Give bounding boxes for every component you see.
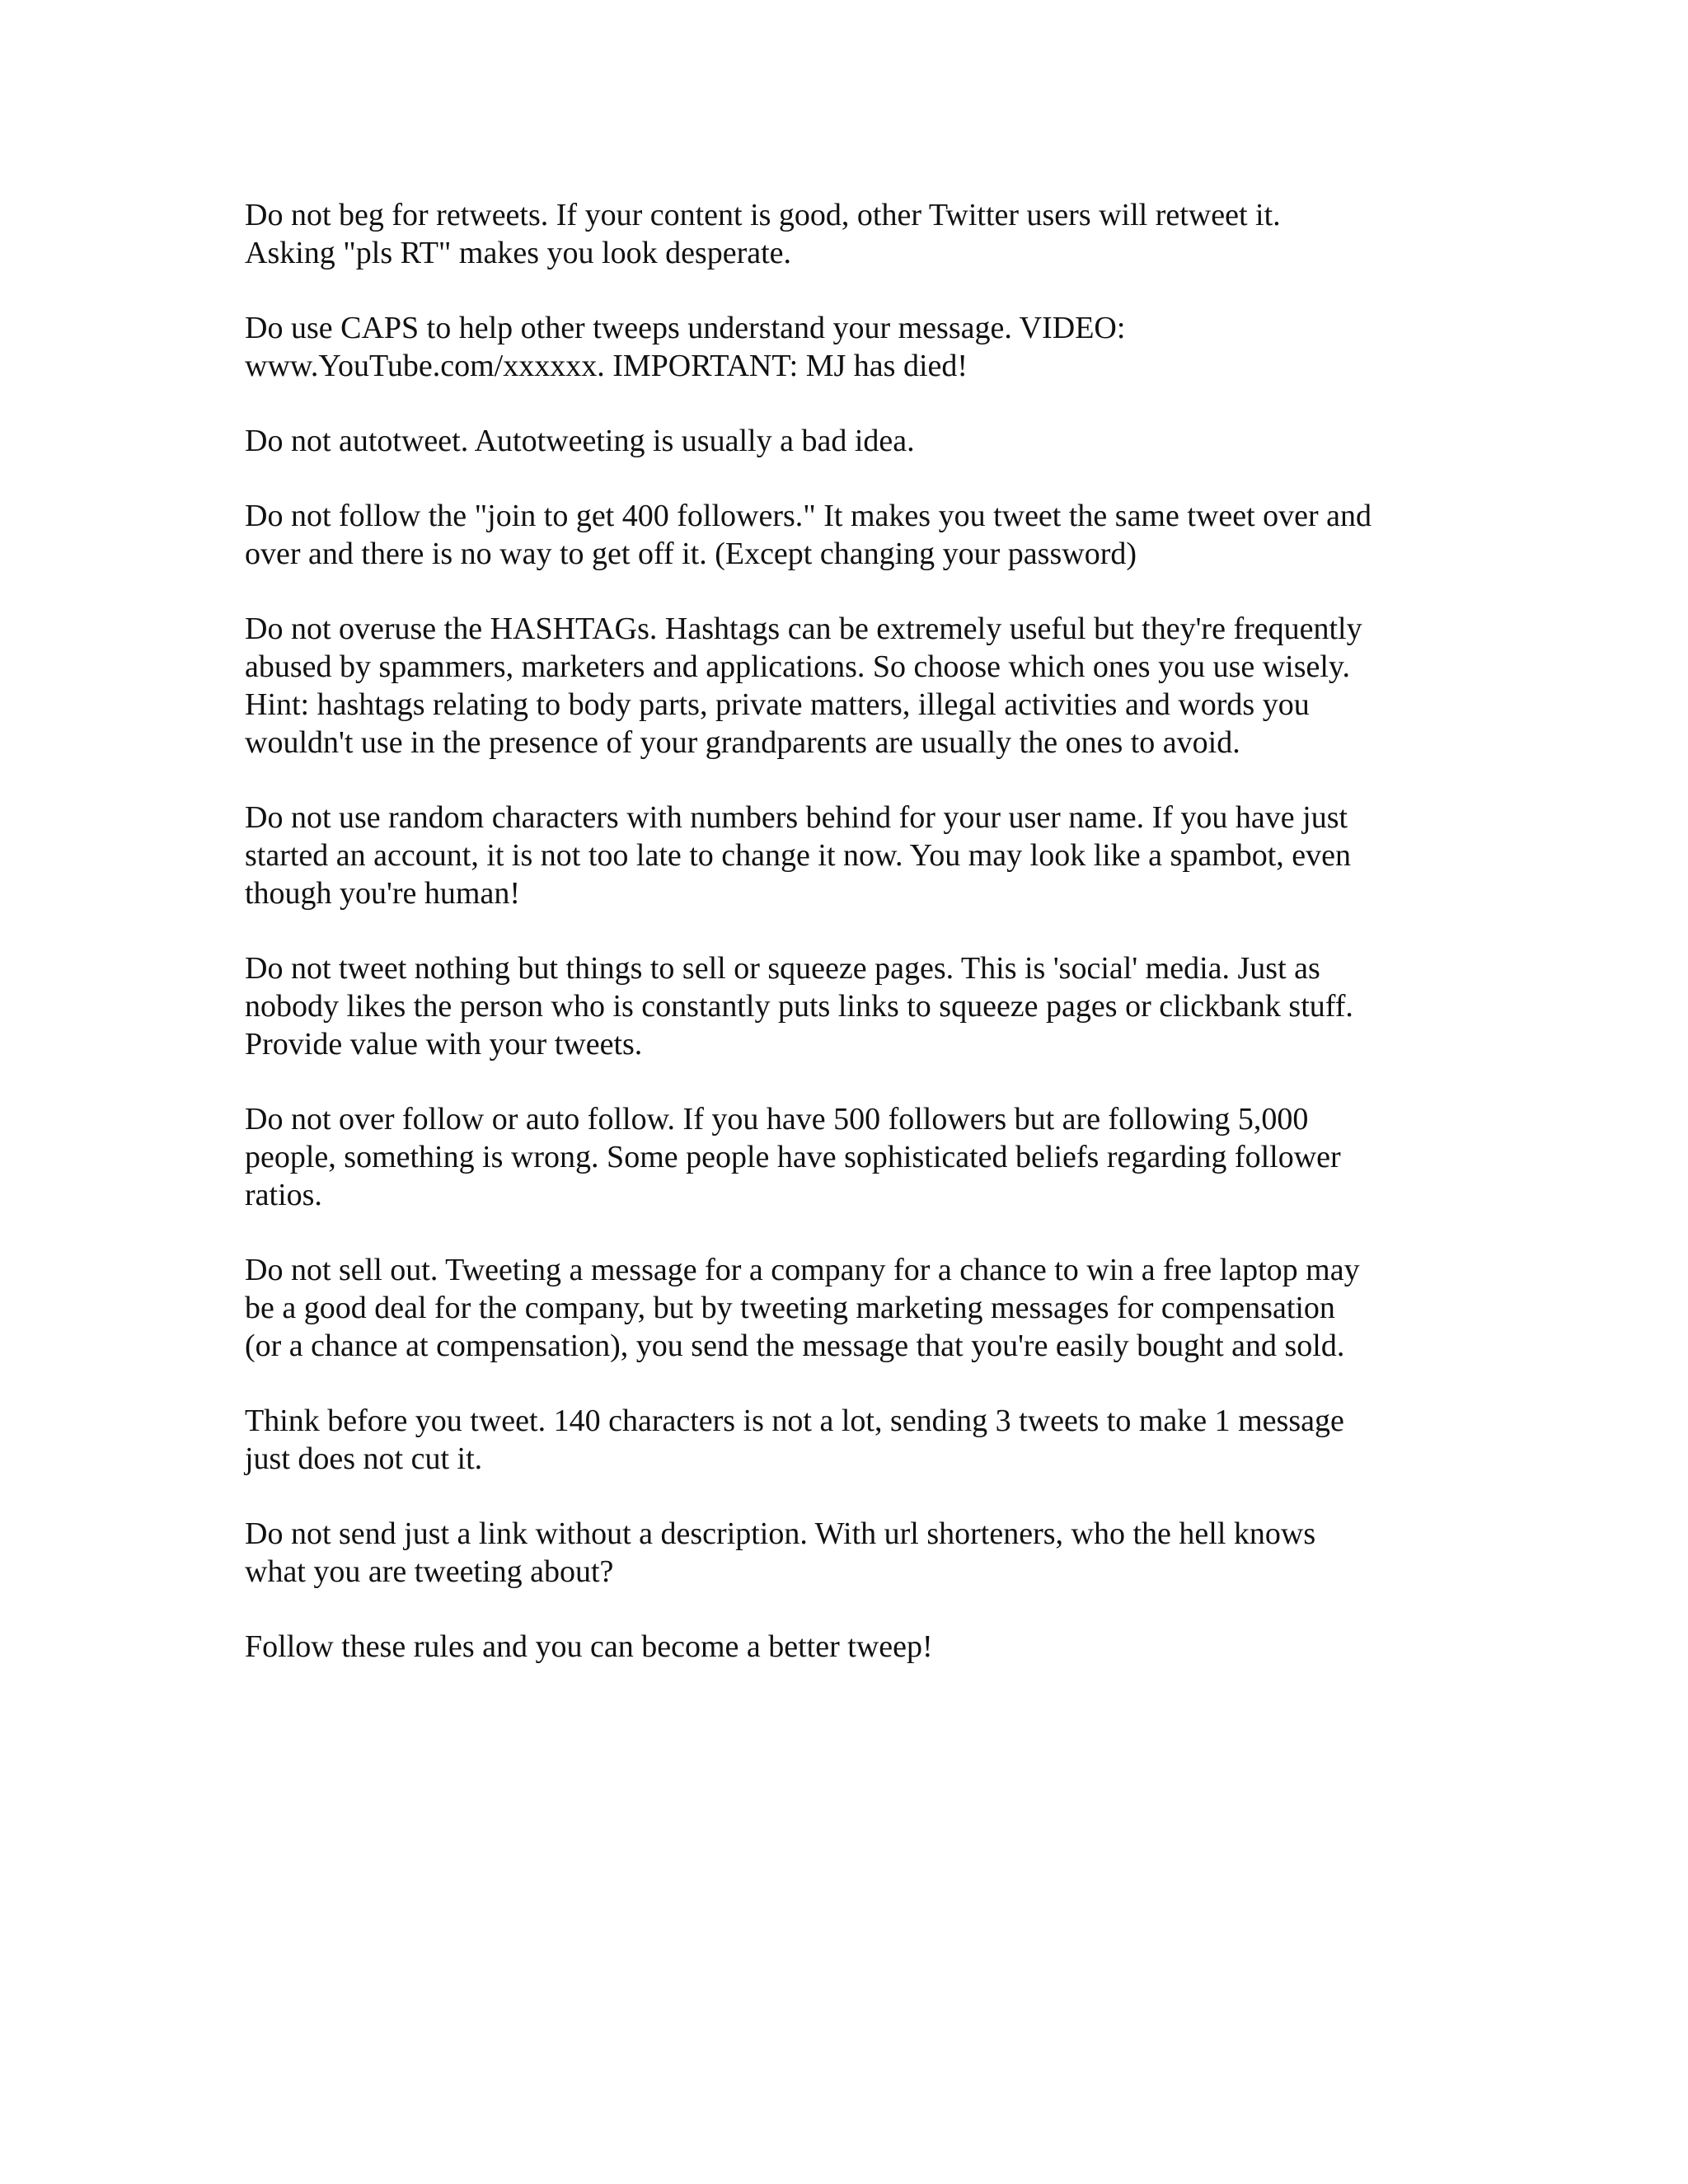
document-body xyxy=(245,196,1448,1666)
text-line: abused by spammers, marketers and applications. So choose which ones you use wisely. xyxy=(245,649,1350,684)
paragraph xyxy=(245,196,1448,272)
paragraph xyxy=(245,422,1448,460)
paragraph xyxy=(245,949,1448,1063)
paragraph xyxy=(245,1515,1448,1591)
text-line: Do not over follow or auto follow. If you have 500 followers but are following 5,000 xyxy=(245,1102,1309,1137)
text-line: Do not follow the "join to get 400 followers." It makes you tweet the same tweet over and xyxy=(245,499,1372,533)
text-line: wouldn't use in the presence of your grandparents are usually the ones to avoid. xyxy=(245,725,1240,760)
text-line: (or a chance at compensation), you send the message that you're easily bought and sold. xyxy=(245,1329,1345,1363)
text-line: people, something is wrong. Some people have sophisticated beliefs regarding follower xyxy=(245,1140,1341,1174)
text-line: just does not cut it. xyxy=(245,1441,483,1476)
paragraph xyxy=(245,1100,1448,1214)
text-line: Provide value with your tweets. xyxy=(245,1027,643,1062)
text-line: started an account, it is not too late to change it now. You may look like a spambot, even xyxy=(245,838,1352,873)
text-line: Follow these rules and you can become a better tweep! xyxy=(245,1629,933,1664)
text-line: what you are tweeting about? xyxy=(245,1554,614,1589)
text-line: ratios. xyxy=(245,1178,322,1212)
text-line: Do not use random characters with numbers behind for your user name. If you have just xyxy=(245,800,1348,835)
text-line: though you're human! xyxy=(245,876,521,911)
paragraph xyxy=(245,610,1448,762)
text-line: www.YouTube.com/xxxxxx. IMPORTANT: MJ has died! xyxy=(245,349,968,383)
text-line: Do not sell out. Tweeting a message for a company for a chance to win a free laptop may xyxy=(245,1253,1360,1287)
paragraph xyxy=(245,799,1448,912)
text-line: be a good deal for the company, but by tweeting marketing messages for compensation xyxy=(245,1291,1335,1325)
paragraph xyxy=(245,1251,1448,1365)
text-line: Do not beg for retweets. If your content is good, other Twitter users will retweet it. xyxy=(245,198,1281,232)
text-line: Do not overuse the HASHTAGs. Hashtags can be extremely useful but they're frequently xyxy=(245,612,1362,646)
paragraph xyxy=(245,497,1448,573)
text-line: Do use CAPS to help other tweeps understand your message. VIDEO: xyxy=(245,311,1126,345)
text-line: Think before you tweet. 140 characters is not a lot, sending 3 tweets to make 1 message xyxy=(245,1404,1344,1438)
text-line: Do not autotweet. Autotweeting is usually a bad idea. xyxy=(245,424,915,458)
text-line: Do not send just a link without a description. With url shorteners, who the hell knows xyxy=(245,1516,1316,1551)
paragraph xyxy=(245,1402,1448,1478)
text-line: Hint: hashtags relating to body parts, private matters, illegal activities and words you xyxy=(245,687,1310,722)
text-line: over and there is no way to get off it. (Except changing your password) xyxy=(245,537,1137,571)
text-line: Asking "pls RT" makes you look desperate. xyxy=(245,236,792,270)
text-line: Do not tweet nothing but things to sell or squeeze pages. This is 'social' media. Just as xyxy=(245,951,1320,986)
paragraph xyxy=(245,1628,1448,1666)
text-line: nobody likes the person who is constantly puts links to squeeze pages or clickbank stuff. xyxy=(245,989,1353,1024)
paragraph xyxy=(245,309,1448,385)
